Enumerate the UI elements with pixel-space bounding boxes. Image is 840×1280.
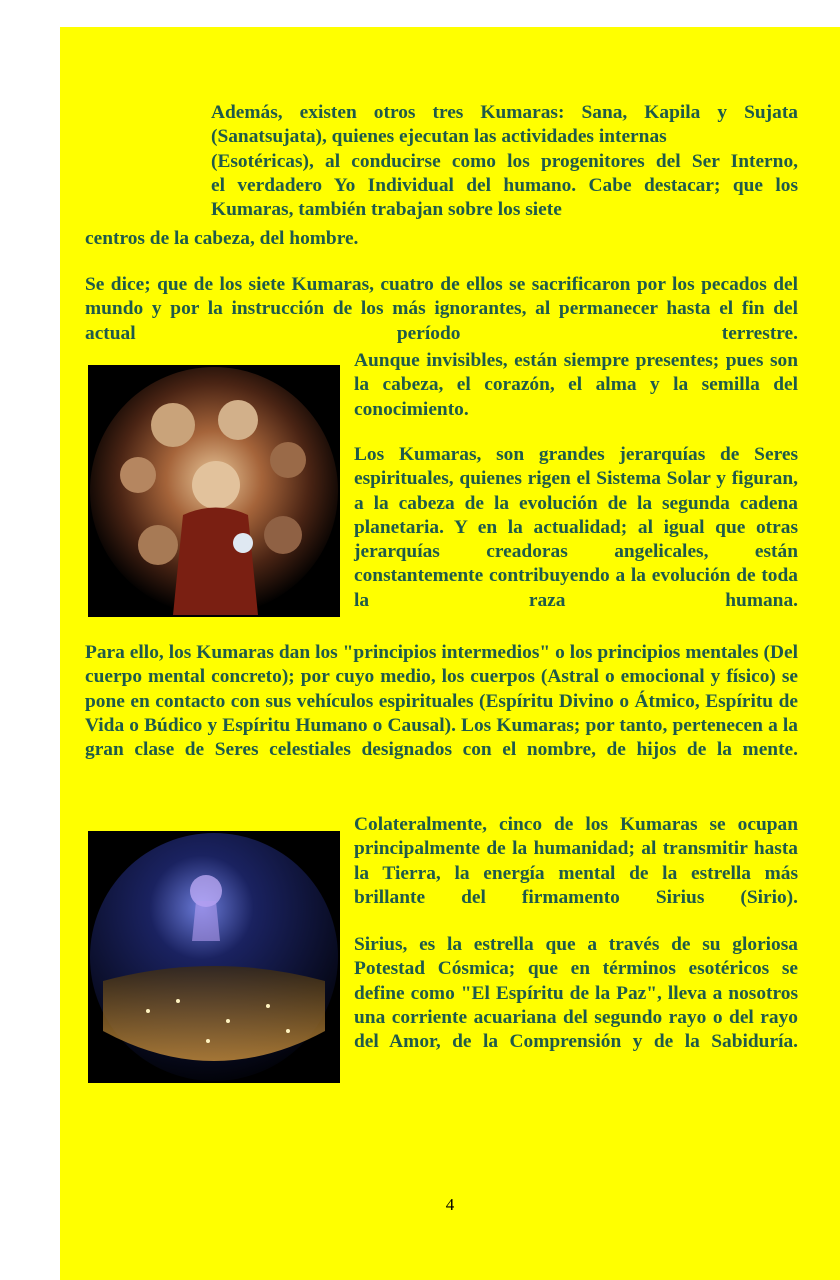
paragraph-sacrifice: Se dice; que de los siete Kumaras, cuatro de ellos se sacrificaron por los pecados del mundo y por la instrucción de los más ignorantes, al permanecer hasta el fin del actual período terrestre. bbox=[85, 274, 798, 344]
paragraph-kumaras-intro bbox=[211, 101, 798, 222]
paragraph-sirius-energy: Colateralmente, cinco de los Kumaras se ocupan principalmente de la humanidad; al transmitir hasta la Tierra, la energía mental de la estrella más brillante del firmamento Sirius (Sirio). bbox=[354, 814, 798, 908]
sirius-city-image bbox=[88, 831, 340, 1083]
page-number: 4 bbox=[445, 1195, 455, 1214]
paragraph-invisible: Aunque invisibles, están siempre presentes; pues son la cabeza, el corazón, el alma y la semilla del conocimiento. bbox=[354, 350, 798, 420]
paragraph-kumaras-intro-end: centros de la cabeza, del hombre. bbox=[85, 228, 359, 249]
kumaras-image bbox=[88, 365, 340, 617]
text-line: Kumaras, también trabajan sobre los siete bbox=[211, 199, 562, 221]
text-line: el verdadero Yo Individual del humano. Cabe destacar; que los bbox=[211, 174, 798, 196]
paragraph-sirius-star: Sirius, es la estrella que a través de su gloriosa Potestad Cósmica; que en términos esotéricos se define como "El Espíritu de la Paz", lleva a nosotros una corriente acuariana del segundo rayo o del rayo del Amor, de la Comprensión y de la Sabiduría. bbox=[354, 934, 798, 1053]
text-line: (Esotéricas), al conducirse como los progenitores del Ser Interno, bbox=[211, 150, 798, 172]
text-line: (Sanatsujata), quienes ejecutan las actividades internas bbox=[211, 126, 667, 148]
document-page bbox=[60, 27, 840, 1280]
paragraph-principles: Para ello, los Kumaras dan los "principios intermedios" o los principios mentales (Del cuerpo mental concreto); por cuyo medio, los cuerpos (Astral o emocional y físico) se pone en contacto con sus vehículos espirituales (Espíritu Divino o Átmico, Espíritu de Vida o Búdico y Espíritu Humano o Causal). Los Kumaras; por tanto, pertenecen a la gran clase de Seres celestiales designados con el nombre, de hijos de la mente. bbox=[85, 642, 798, 761]
text-line: Además, existen otros tres Kumaras: Sana, Kapila y Sujata bbox=[211, 102, 798, 123]
paragraph-hierarchies: Los Kumaras, son grandes jerarquías de Seres espirituales, quienes rigen el Sistema Solar y figuran, a la cabeza de la evolución de la segunda cadena planetaria. Y en la actualidad; al igual que otras jerarquías creadoras angelicales, están constantemente contribuyendo a la evolución de toda la raza humana. bbox=[354, 444, 798, 611]
